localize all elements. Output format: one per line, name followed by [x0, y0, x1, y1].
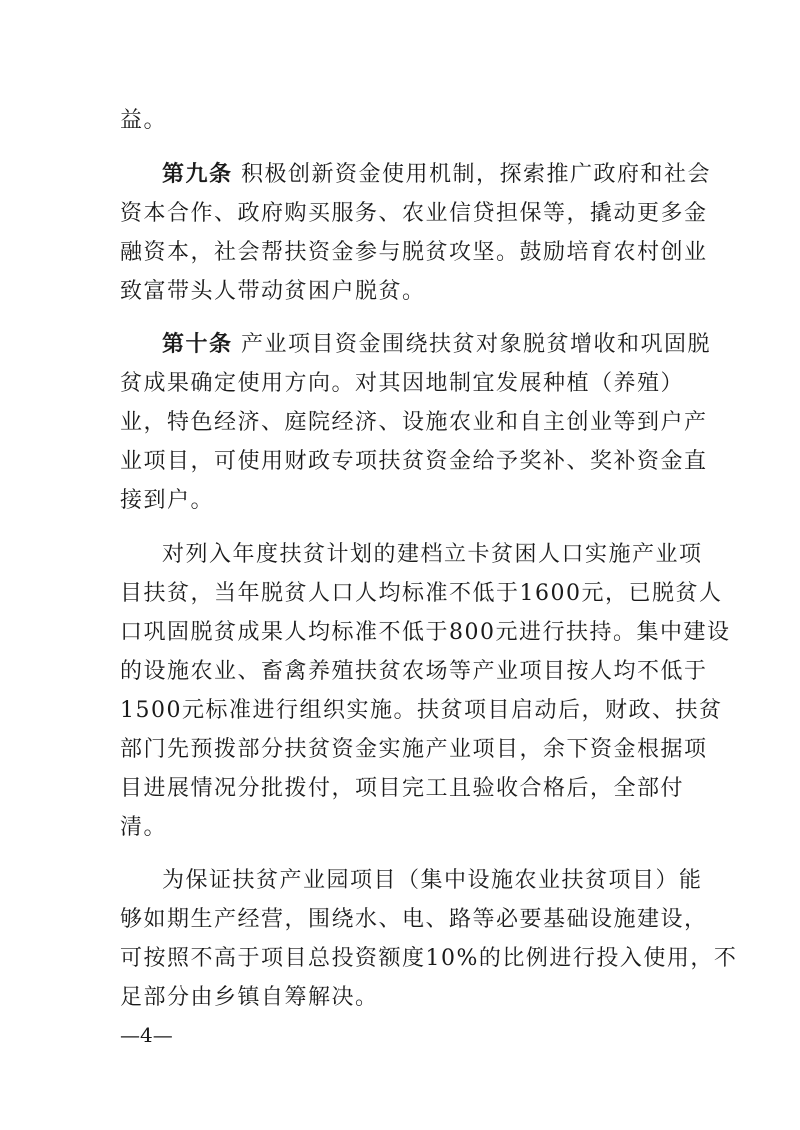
article-title: 第十条	[162, 332, 233, 357]
text-line: 贫成果确定使用方向。对其因地制宜发展种植（养殖）	[120, 371, 685, 396]
text-line: 积极创新资金使用机制，探索推广政府和社会	[241, 162, 712, 187]
article-9-first-line	[162, 160, 711, 190]
text-line: 业，特色经济、庭院经济、设施农业和自主创业等到户产	[120, 410, 708, 435]
text-line: 足部分由乡镇自筹解决。	[120, 985, 379, 1010]
text-line: 益。	[120, 108, 168, 133]
text-line: 清。	[120, 815, 168, 840]
article-title: 第九条	[162, 162, 233, 187]
text-line: 资本合作、政府购买服务、农业信贷担保等，撬动更多金	[120, 201, 708, 226]
text-line: 对列入年度扶贫计划的建档立卡贫困人口实施产业项	[162, 542, 703, 567]
text-line: 目进展情况分批拨付，项目完工且验收合格后，全部付	[120, 776, 685, 801]
text-line: 的设施农业、畜禽养殖扶贫农场等产业项目按人均不低于	[120, 659, 708, 684]
text-line: 部门先预拨部分扶贫资金实施产业项目，余下资金根据项	[120, 737, 708, 762]
text-line: 业项目，可使用财政专项扶贫资金给予奖补、奖补资金直	[120, 449, 708, 474]
text-line: 融资本，社会帮扶资金参与脱贫攻坚。鼓励培育农村创业	[120, 240, 708, 265]
page-number: —4—	[120, 1023, 173, 1047]
text-line: 为保证扶贫产业园项目（集中设施农业扶贫项目）能	[162, 868, 703, 893]
text-line: 可按照不高于项目总投资额度10%的比例进行投入使用，不	[120, 946, 738, 971]
text-line: 1500元标准进行组织实施。扶贫项目启动后，财政、扶贫	[120, 698, 723, 723]
text-line: 目扶贫，当年脱贫人口人均标准不低于1600元，已脱贫人	[120, 581, 723, 606]
text-line: 够如期生产经营，围绕水、电、路等必要基础设施建设，	[120, 907, 708, 932]
text-line: 口巩固脱贫成果人均标准不低于800元进行扶持。集中建设	[120, 620, 731, 645]
article-10-first-line	[162, 330, 711, 360]
text-line: 产业项目资金围绕扶贫对象脱贫增收和巩固脱	[241, 332, 712, 357]
text-line: 致富带头人带动贫困户脱贫。	[120, 279, 426, 304]
text-line: 接到户。	[120, 488, 215, 513]
